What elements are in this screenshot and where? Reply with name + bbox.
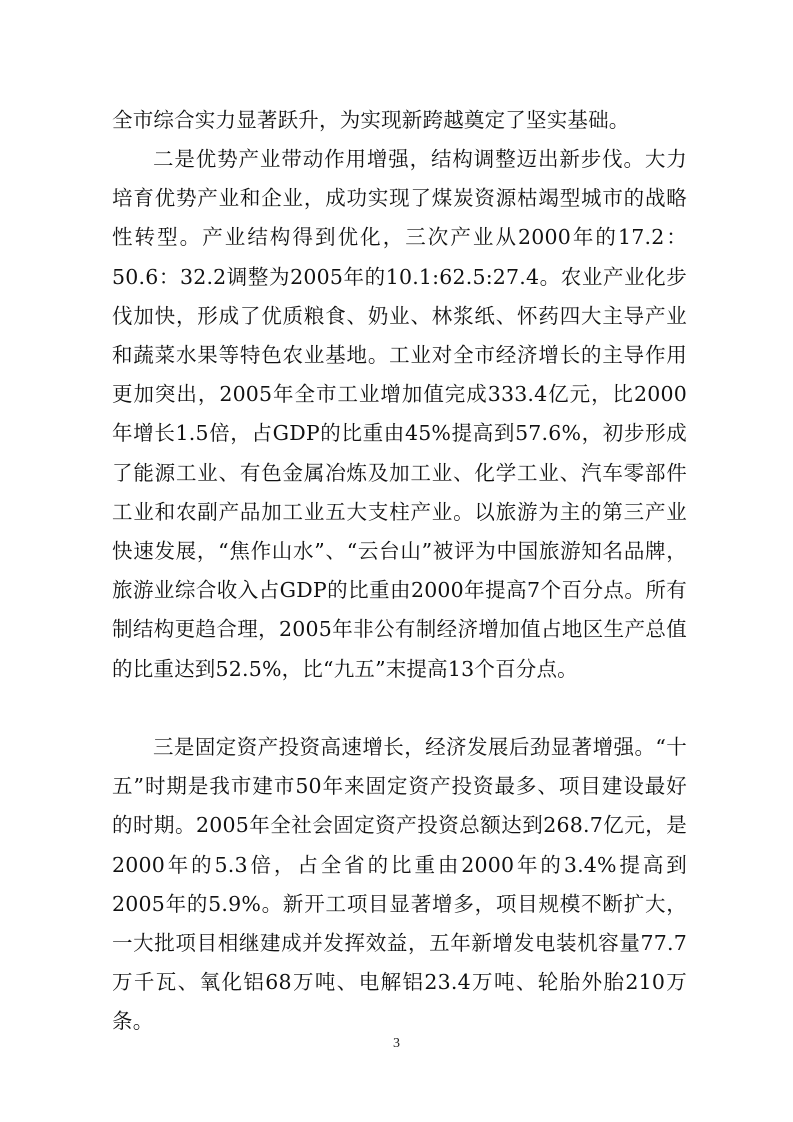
- paragraph-continuation: 全市综合实力显著跃升，为实现新跨越奠定了坚实基础。: [112, 108, 630, 132]
- page-number: 3: [393, 1036, 400, 1051]
- paragraph-industry-structure: 二是优势产业带动作用增强，结构调整迈出新步伐。大力培育优势产业和企业，成功实现了煤炭资源枯竭型城市的战略性转型。产业结构得到优化，三次产业从2000年的17.2：50.6：32.2调整为2005年的10.1:62.5:27.4。农业产业化步伐加快，形成了优质粮食、奶业、林浆纸、怀药四大主导产业和蔬菜水果等特色农业基地。工业对全市经济增长的主导作用更加突出，2005年全市工业增加值完成333.4亿元，比2000年增长1.5倍，占GDP的比重由45%提高到57.6%，初步形成了能源工业、有色金属冶炼及加工业、化学工业、汽车零部件工业和农副产品加工业五大支柱产业。以旅游为主的第三产业快速发展，“焦作山水”、“云台山”被评为中国旅游知名品牌，旅游业综合收入占GDP的比重由2000年提高7个百分点。所有制结构更趋合理，2005年非公有制经济增加值占地区生产总值的比重达到52.5%，比“九五”末提高13个百分点。: [112, 147, 687, 681]
- paragraph-fixed-asset-investment: 三是固定资产投资高速增长，经济发展后劲显著增强。“十五”时期是我市建市50年来固定资产投资最多、项目建设最好的时期。2005年全社会固定资产投资总额达到268.7亿元，是2000年的5.3倍，占全省的比重由2000年的3.4%提高到2005年的5.9%。新开工项目显著增多，项目规模不断扩大，一大批项目相继建成并发挥效益，五年新增发电装机容量77.7万千瓦、氧化铝68万吨、电解铝23.4万吨、轮胎外胎210万条。: [112, 735, 687, 1034]
